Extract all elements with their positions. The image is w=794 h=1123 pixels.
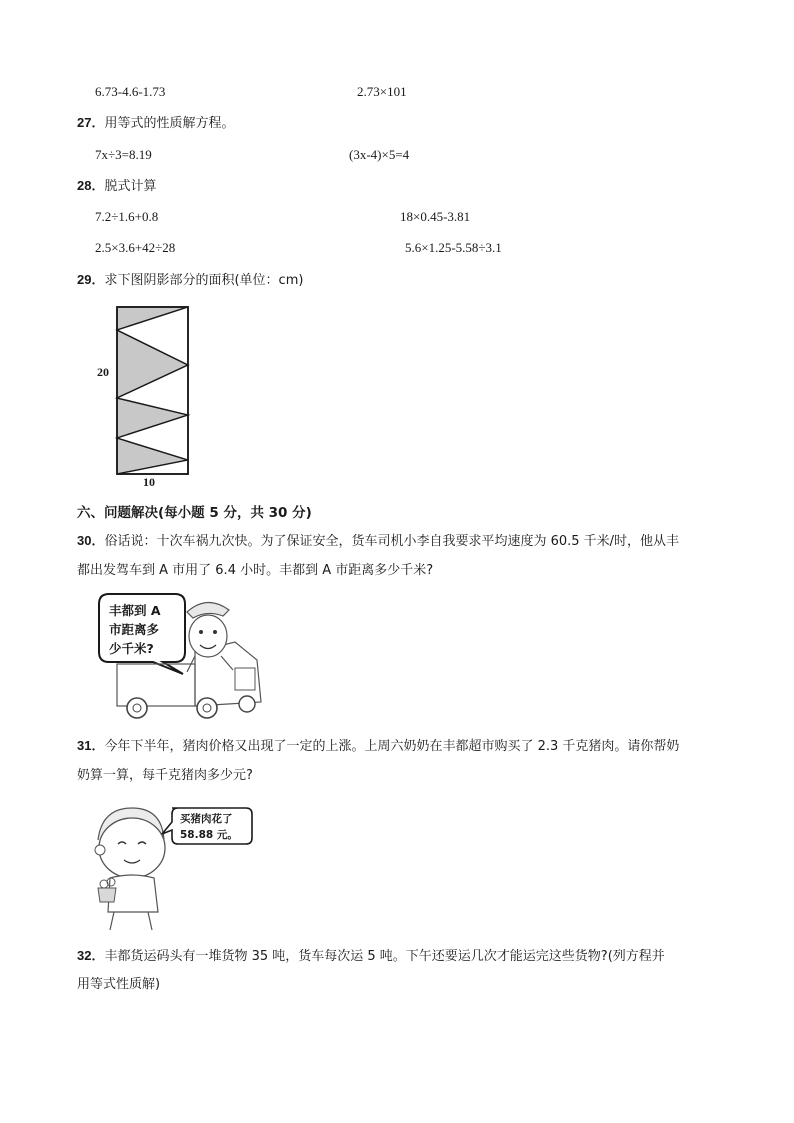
grandma-head xyxy=(99,818,165,878)
grandma-legs xyxy=(110,912,152,930)
expression-3: 2.5×3.6+42÷28 xyxy=(95,240,176,255)
truck-driver-illustration xyxy=(95,590,275,725)
truck-wheel-extra xyxy=(239,696,255,712)
question-30-line-2: 都出发驾车到 A 市用了 6.4 小时。丰都到 A 市距离多少千米? xyxy=(77,563,434,578)
question-27 xyxy=(77,115,234,132)
question-number: 28． xyxy=(77,178,105,193)
truck-cargo xyxy=(117,664,195,706)
question-number: 32． xyxy=(77,948,105,963)
question-text: 丰都货运码头有一堆货物 35 吨，货车每次运 5 吨。下午还要运几次才能运完这些货物?(列方程并 xyxy=(104,949,665,964)
bubble-line-1: 丰都到 A xyxy=(109,603,161,618)
bubble-line-2: 市距离多 xyxy=(109,622,160,637)
shopping-basket-icon xyxy=(98,888,116,902)
expression-4: 5.6×1.25-5.58÷3.1 xyxy=(405,240,502,255)
question-31-line-2: 奶算一算，每千克猪肉多少元? xyxy=(77,768,253,783)
width-label: 10 xyxy=(143,475,155,489)
question-number: 30． xyxy=(77,533,105,548)
truck-wheel-rear xyxy=(127,698,147,718)
driver-eye-icon xyxy=(213,630,217,634)
truck-window xyxy=(235,668,255,690)
bubble-line-3: 少千米? xyxy=(109,641,154,656)
grandma-illustration xyxy=(88,800,263,935)
equation-left: 7x÷3=8.19 xyxy=(95,147,152,162)
grandma-ear xyxy=(95,845,105,855)
question-31-line-1 xyxy=(77,738,679,755)
question-30-line-1 xyxy=(77,533,679,550)
section-heading: 六、问题解决(每小题 5 分，共 30 分) xyxy=(77,505,312,521)
question-32-line-2: 用等式性质解) xyxy=(77,977,161,992)
question-text: 求下图阴影部分的面积(单位：cm) xyxy=(104,273,304,288)
expression-2: 18×0.45-3.81 xyxy=(400,209,471,224)
driver-head xyxy=(189,615,227,657)
expression-top-right: 2.73×101 xyxy=(357,84,407,99)
bubble-line-2: 58.88 元。 xyxy=(180,829,238,841)
driver-eye-icon xyxy=(199,630,203,634)
question-28 xyxy=(77,178,156,195)
question-text: 今年下半年，猪肉价格又出现了一定的上涨。上周六奶奶在丰都超市购买了 2.3 千克猪肉。请你帮奶 xyxy=(104,739,680,754)
question-number: 31． xyxy=(77,738,105,753)
question-text: 俗话说：十次车祸九次快。为了保证安全，货车司机小李自我要求平均速度为 60.5 千米/时，他从丰 xyxy=(104,534,680,549)
height-label: 20 xyxy=(97,365,109,379)
question-29 xyxy=(77,272,303,289)
equation-right: (3x-4)×5=4 xyxy=(349,147,410,162)
question-text: 用等式的性质解方程。 xyxy=(104,116,235,131)
question-text: 脱式计算 xyxy=(104,179,157,194)
question-number: 29． xyxy=(77,272,105,287)
expression-1: 7.2÷1.6+0.8 xyxy=(95,209,159,224)
shaded-area-figure xyxy=(90,300,200,495)
truck-wheel-front xyxy=(197,698,217,718)
bubble-line-1: 买猪肉花了 xyxy=(180,813,233,825)
expression-top-left: 6.73-4.6-1.73 xyxy=(95,84,166,99)
question-32-line-1 xyxy=(77,948,665,965)
question-number: 27． xyxy=(77,115,105,130)
